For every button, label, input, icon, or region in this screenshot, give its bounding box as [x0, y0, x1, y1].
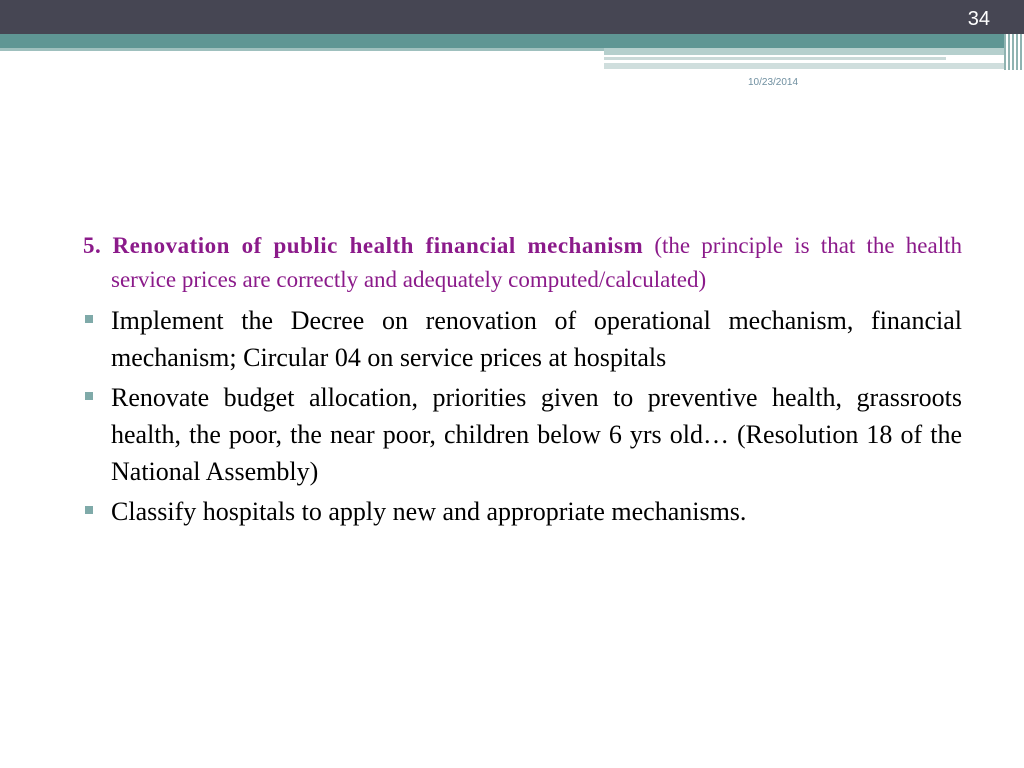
heading-title: Renovation of public health financial mechanism [112, 233, 644, 258]
heading-subtitle: (the principle is that the health service prices are correctly and adequately computed/calculated) [111, 233, 962, 292]
heading-number: 5. [83, 233, 102, 258]
header-bar-dark [0, 0, 1024, 34]
header-accent-line-right [604, 48, 1004, 55]
bullet-list [83, 302, 962, 530]
bullet-item [83, 302, 962, 376]
header-thin-line [604, 57, 946, 60]
square-bullet-icon [85, 392, 93, 400]
header-bar-teal [0, 34, 1024, 48]
header-accent-line-left [0, 48, 604, 51]
bullet-text: Renovate budget allocation, priorities given to preventive health, grassroots health, the poor, the near poor, children below 6 yrs old… (Resolution 18 of the National Assembly) [111, 383, 962, 486]
slide-date: 10/23/2014 [748, 77, 799, 88]
header-stripes [1004, 34, 1024, 70]
bullet-text: Classify hospitals to apply new and appropriate mechanisms. [111, 497, 747, 526]
square-bullet-icon [85, 315, 93, 323]
square-bullet-icon [85, 506, 93, 514]
bullet-text: Implement the Decree on renovation of operational mechanism, financial mechanism; Circular 04 on service prices at hospitals [111, 306, 962, 372]
section-heading [83, 229, 962, 297]
bullet-item [83, 379, 962, 490]
bullet-item [83, 493, 962, 530]
slide-content [83, 229, 962, 533]
header-thin-line-lower [604, 63, 1004, 69]
slide-number: 34 [967, 8, 990, 30]
